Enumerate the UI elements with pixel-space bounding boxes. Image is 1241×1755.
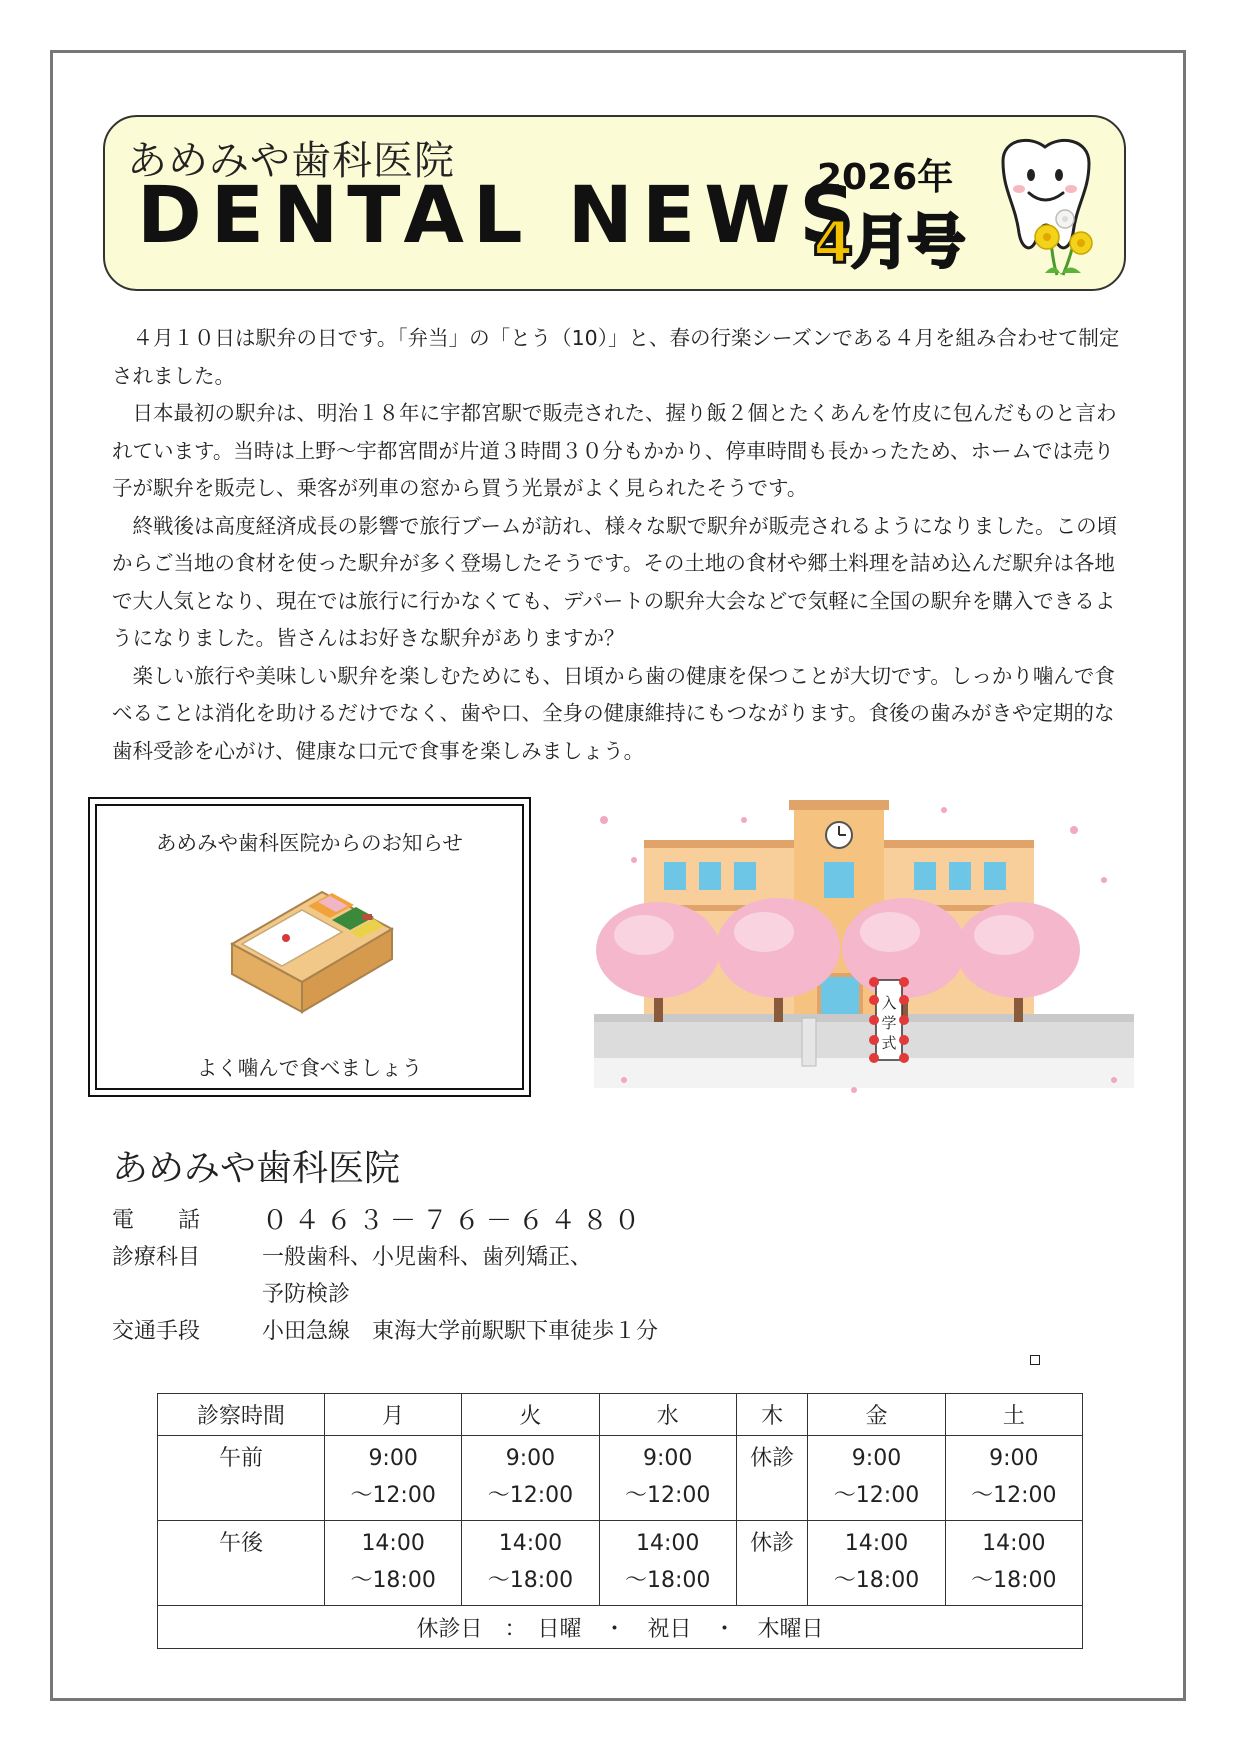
notice-caption: よく噛んで食べましょう [196, 1056, 423, 1080]
entrance-ceremony-sign-text-2: 学 [881, 1014, 897, 1032]
morning-label: 午前 [158, 1436, 325, 1521]
departments-label: 診療科目 [112, 1245, 201, 1270]
article-paragraph: 終戦後は高度経済成長の影響で旅行ブームが訪れ、様々な駅で駅弁が販売されるようになりました。この頃からご当地の食材を使った駅弁が多く登場したそうです。その土地の食材や郷土料理を詰め込んだ駅弁は各地で大人気となり、現在では旅行に行かなくても、デパートの駅弁大会などで気軽に全国の駅弁を購入できるようになりました。皆さんはお好きな駅弁がありますか？ [112, 513, 1118, 650]
notice-inner-border [95, 804, 524, 1090]
table-cell: 14:00 ～18:00 [808, 1521, 945, 1606]
afternoon-label: 午後 [158, 1521, 325, 1606]
clinic-name: あめみや歯科医院 [127, 138, 455, 184]
table-cell: 14:00 ～18:00 [945, 1521, 1082, 1606]
departments-value-2: 予防検診 [262, 1282, 351, 1307]
access-value: 小田急線 東海大学前駅駅下車徒歩１分 [262, 1319, 659, 1344]
phone-number: ０４６３－７６－６４８０ [262, 1206, 647, 1236]
table-cell: 休診 [736, 1521, 808, 1606]
issue-year: 2026年 [817, 157, 954, 198]
table-header-cell: 木 [736, 1394, 808, 1436]
table-footer-row [158, 1606, 1083, 1649]
table-header-cell: 月 [325, 1394, 462, 1436]
table-header-cell: 診察時間 [158, 1394, 325, 1436]
phone-label: 電 話 [112, 1208, 201, 1233]
table-header-cell: 水 [599, 1394, 736, 1436]
article-paragraph: 日本最初の駅弁は、明治１８年に宇都宮駅で販売された、握り飯２個とたくあんを竹皮に包んだものと言われています。当時は上野～宇都宮間が片道３時間３０分もかかり、停車時間も長かったため、ホームでは売り子が駅弁を販売し、乗客が列車の窓から買う光景がよく見られたそうです。 [112, 401, 1117, 500]
notice-title: あめみや歯科医院からのお知らせ [156, 831, 463, 855]
clinic-info-title: あめみや歯科医院 [112, 1148, 401, 1189]
table-cell: 9:00 ～12:00 [945, 1436, 1082, 1521]
table-row-afternoon [158, 1521, 1083, 1606]
tooth-mascot-with-dandelions-icon [985, 133, 1115, 283]
table-row-morning [158, 1436, 1083, 1521]
table-cell: 14:00 ～18:00 [599, 1521, 736, 1606]
table-cell: 9:00 ～12:00 [325, 1436, 462, 1521]
school-cherry-blossom-icon [594, 800, 1134, 1110]
article-body [112, 320, 1127, 770]
table-cell: 9:00 ～12:00 [808, 1436, 945, 1521]
news-title: DENTAL NEWS [137, 171, 865, 261]
access-label: 交通手段 [112, 1319, 201, 1344]
table-cell: 9:00 ～12:00 [462, 1436, 599, 1521]
office-hours-table [157, 1393, 1083, 1649]
table-cell: 休診 [736, 1436, 808, 1521]
issue-month: 4月号 [813, 208, 964, 276]
table-cell: 14:00 ～18:00 [325, 1521, 462, 1606]
bento-box-icon [222, 874, 397, 1024]
departments-value: 一般歯科、小児歯科、歯列矯正、 [262, 1245, 593, 1270]
entrance-ceremony-sign-text-3: 式 [881, 1034, 897, 1052]
article-paragraph: ４月１０日は駅弁の日です。「弁当」の「とう（10）」と、春の行楽シーズンである４月を組み合わせて制定されました。 [112, 326, 1120, 388]
table-header-cell: 火 [462, 1394, 599, 1436]
table-cell: 9:00 ～12:00 [599, 1436, 736, 1521]
newsletter-header [103, 115, 1126, 291]
table-header-cell: 金 [808, 1394, 945, 1436]
square-marker [1030, 1355, 1040, 1365]
table-header-cell: 土 [945, 1394, 1082, 1436]
table-header-row [158, 1394, 1083, 1436]
closed-days: 休診日 ： 日曜 ・ 祝日 ・ 木曜日 [158, 1606, 1083, 1649]
table-cell: 14:00 ～18:00 [462, 1521, 599, 1606]
notice-box [88, 797, 531, 1097]
article-paragraph: 楽しい旅行や美味しい駅弁を楽しむためにも、日頃から歯の健康を保つことが大切です。しっかり噛んで食べることは消化を助けるだけでなく、歯や口、全身の健康維持にもつながります。食後の歯みがきや定期的な歯科受診を心がけ、健康な口元で食事を楽しみましょう。 [112, 663, 1115, 763]
entrance-ceremony-sign-text-1: 入 [881, 994, 897, 1012]
